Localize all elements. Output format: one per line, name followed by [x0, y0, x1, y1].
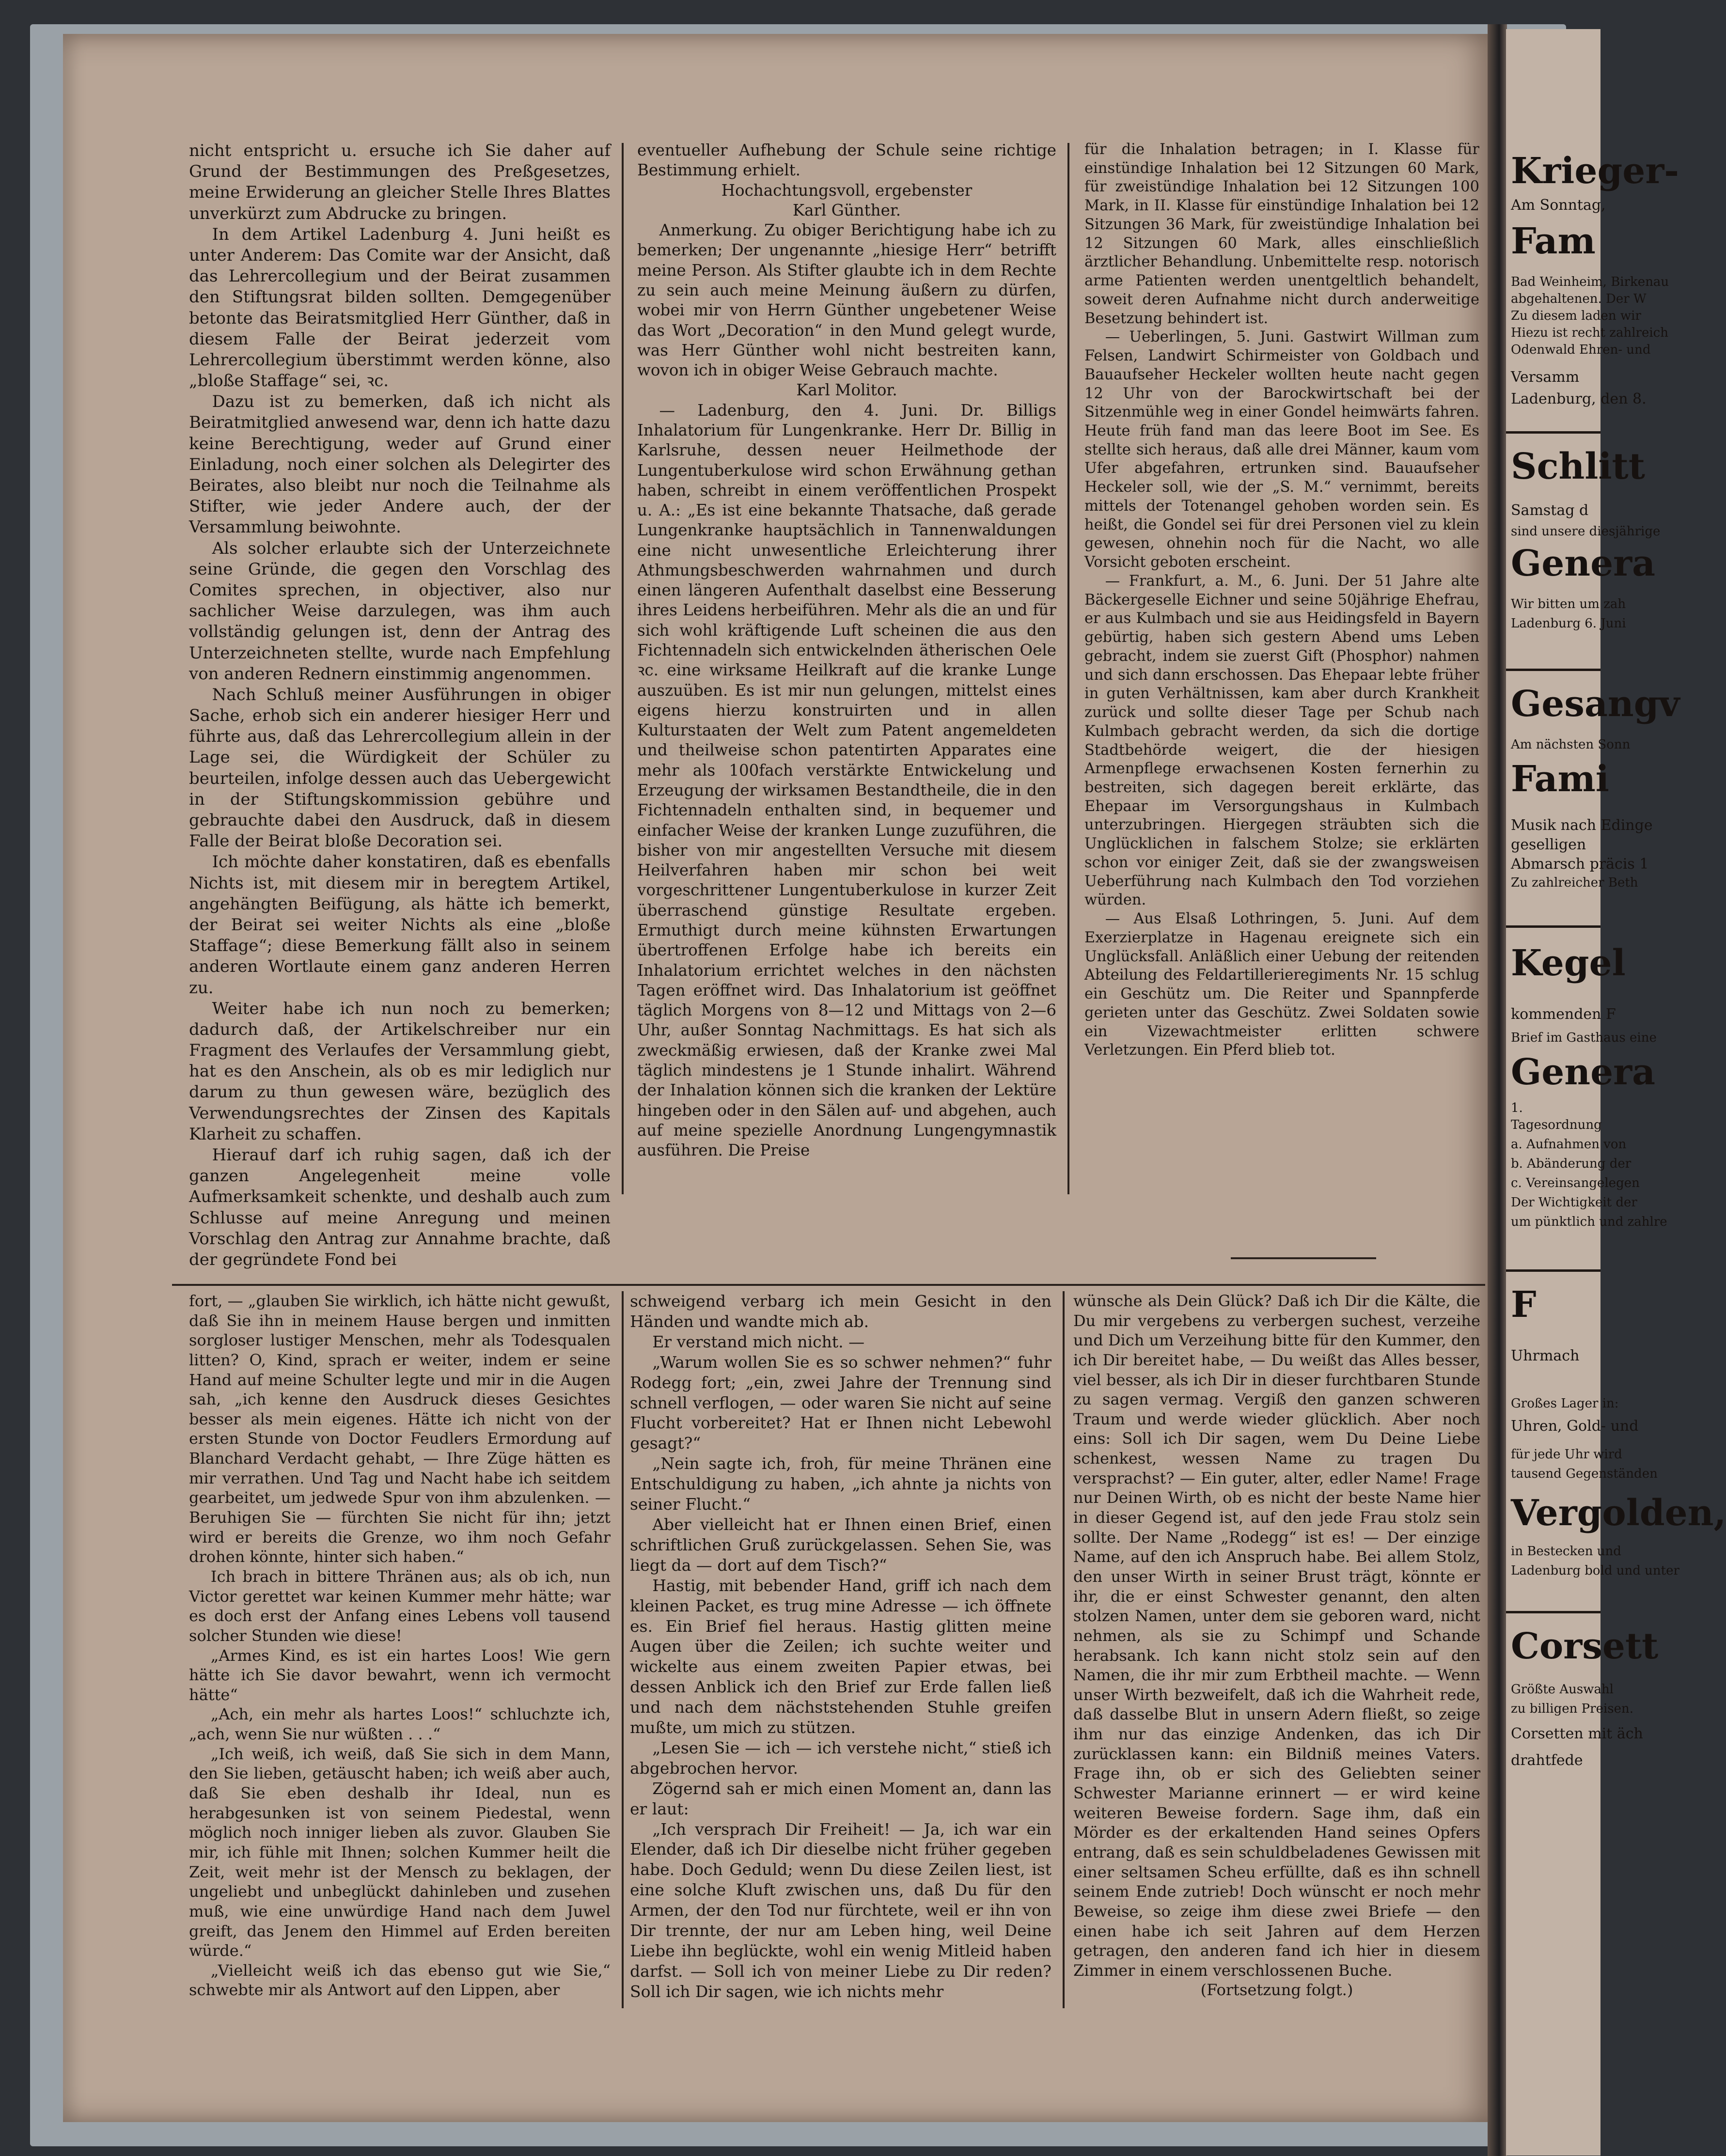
ad-box-border	[1506, 925, 1600, 928]
ad-box-border	[1506, 1269, 1600, 1272]
novel-text: Hastig, mit bebender Hand, griff ich nach dem kleinen Packet, es trug mine Adresse — ich öffnete es. Ein Brief fiel heraus. Hastig glitten meine Augen über die Zeilen; ich suchte weiter und wickelte aus einem zweiten Papier etwas, bei dessen Anblick ich den Brief zur Erde fallen ließ und nach dem nächststehenden Stuhle greifen mußte, um mich zu stützen.	[630, 1576, 1051, 1737]
article-text: — Ladenburg, den 4. Juni. Dr. Billigs Inhalatorium für Lungenkranke. Herr Dr. Billig in Karlsruhe, dessen neuer Heilmethode der Lungentuberkulose wird schon Erwähnung gethan haben, schreibt in einem veröffentlichen Prospekt u. A.: „Es ist eine bekannte Thatsache, daß gerade Lungenkranke hauptsächlich in Tannenwaldungen eine nicht unwesentliche Erleichterung ihrer Athmungsbeschwerden wahrnahmen und durch einen längeren Aufenthalt daselbst eine Besserung ihres Leidens herbeiführen. Mehr als die an und für sich wohl kräftigende Luft scheinen die aus den Fichtennadeln sich entwickelnden ätherischen Oele ꝛc. eine wirksame Heilkraft auf die kranke Lunge auszuüben. Es ist mir nun gelungen, mittelst eines eigens hierzu konstruirten und in allen Kulturstaaten der Welt zum Patent angemeldeten und theilweise schon patentirten Apparates eine mehr als 100fach verstärkte Entwickelung und Erzeugung der wirksamen Bestandtheile, die in den Fichtennadeln enthalten sind, in bequemer und einfacher Weise der kranken Lunge zuzuführen, die bisher von mir angestellten Versuche mit diesem Heilverfahren haben mir schon bei weit vorgeschrittener Lungentuberkulose in kurzer Zeit überraschend günstige Resultate ergeben. Ermuthigt durch meine kühnsten Erwartungen übertroffenen Erfolge habe ich bereits ein Inhalatorium errichtet welches in den nächsten Tagen eröffnet wird. Das Inhalatorium ist geöffnet täglich Morgens von 8—12 und Mittags von 2—6 Uhr, außer Sonntag Nachmittags. Es hat sich als zweckmäßig erwiesen, daß der Kranke zwei Mal täglich mindestens je 1 Stunde inhalirt. Während der Inhalation können sich die kranken der Lektüre hingeben oder in den Sälen auf- und abgehen, auch auf meine spezielle Anordnung Lungengymnastik ausführen. Die Preise	[637, 401, 1056, 1160]
ad-text: 1.	[1511, 1101, 1523, 1115]
article-text: Hierauf darf ich ruhig sagen, daß ich der ganzen Angelegenheit meine volle Aufmerksamkeit schenkte, und deshalb auch zum Schlusse auf meine Anregung und meinen Vorschlag den Antrag zur Annahme brachte, daß der gegründete Fond bei	[189, 1145, 611, 1269]
ad-heading: Fam	[1511, 220, 1596, 262]
column-rule	[1063, 1291, 1065, 2008]
ad-text: für jede Uhr wird	[1511, 1447, 1622, 1462]
ad-text: geselligen	[1511, 836, 1586, 853]
article-text: — Frankfurt, a. M., 6. Juni. Der 51 Jahre alte Bäckergeselle Eichner und seine 50jährige Ehefrau, er aus Kulmbach und sie aus Heidingsfeld in Bayern gebürtig, haben sich gestern Abend ums Leben gebracht, indem sie zuerst Gift (Phosphor) nahmen und sich dann erschossen. Das Ehepaar lebte früher in guten Verhältnissen, kam aber durch Krankheit zurück und sollte dieser Tage per Schub nach Kulmbach gebracht werden, da sich die dortige Stadtbehörde weigert, die der hiesigen Armenpflege erwachsenen Kosten fernerhin zu bestreiten, sich dagegen bereit erklärte, das Ehepaar im Versorgungshaus in Kulmbach unterzubringen. Hiergegen sträubten sich die Unglücklichen in falschem Stolze; sie erklärten schon vor einiger Zeit, daß sie der zwangsweisen Ueberführung nach Kulmbach den Tod vorziehen würden.	[1084, 572, 1479, 909]
novel-text: „Lesen Sie — ich — ich verstehe nicht,“ stieß ich abgebrochen hervor.	[630, 1738, 1051, 1778]
novel-text: Ich brach in bittere Thränen aus; als ob ich, nun Victor gerettet war keinen Kummer mehr hätte; war es doch erst der Anfang eines Lebens voll tausend solcher Stunden wie diese!	[189, 1567, 611, 1645]
ad-heading: Genera	[1511, 543, 1656, 584]
ad-heading: Fami	[1511, 758, 1609, 800]
feuilleton-column-1	[189, 1291, 611, 2000]
novel-text: „Ich weiß, ich weiß, daß Sie sich in dem Mann, den Sie lieben, getäuscht haben; ich weiß aber auch, daß Sie eben deshalb ihr Ideal, nun es herabgesunken ist von seinem Piedestal, wenn möglich noch inniger lieben als zuvor. Glauben Sie mir, ich fühle mit Ihnen; solchen Kummer heilt die Zeit, weit mehr ist der Mensch zu beklagen, der ungeliebt und unbeglückt dahinleben und zusehen muß, wie eine unwürdige Hand nach dem Juwel greift, das Jenem den Himmel auf Erden bereiten würde.“	[189, 1744, 611, 1960]
column-rule	[622, 143, 624, 1194]
ad-text: Abmarsch präcis 1	[1511, 856, 1649, 873]
article-text: — Ueberlingen, 5. Juni. Gastwirt Willman zum Felsen, Landwirt Schirmeister von Goldbach und Bauaufseher Heckeler wollten heute nacht gegen 12 Uhr von der Barockwirtschaft bei der Sitzenmühle weg in einer Gondel heimwärts fahren. Heute früh fand man das leere Boot im See. Es stellte sich heraus, daß alle drei Männer, kaum vom Ufer abgefahren, ertrunken sind. Bauaufseher Heckeler soll, wie der „S. M.“ vernimmt, bereits mittels der Totenangel gehoben worden sein. Es heißt, die Gondel sei für drei Personen viel zu klein gewesen, ohnehin noch für die Nacht, wo alle Vorsicht geboten erscheint.	[1084, 328, 1479, 571]
ad-heading: Schlitt	[1511, 446, 1645, 487]
ad-text: Tagesordnung	[1511, 1118, 1602, 1132]
ad-text: Zu diesem laden wir	[1511, 309, 1641, 323]
novel-text: wünsche als Dein Glück? Daß ich Dir die Kälte, die Du mir vergebens zu verbergen suchest, verzeihe und Dich um Verzeihung bitte für den Kummer, den ich Dir bereitet habe, — Du weißt das Alles besser, viel besser, als ich Dir in dieser furchtbaren Stunde zu sagen vermag. Vergiß den ganzen schweren Traum und werde wieder glücklich. Aber noch eins: Soll ich Dir sagen, wem Du Deine Liebe schenkest, wessen Name zu tragen Du versprachst? — Ein guter, alter, edler Name! Frage nur Deinen Wirth, ob es nicht der beste Name hier in dieser Gegend ist, auf den jede Frau stolz sein sollte. Der Name „Rodegg“ ist es! — Der einzige Name, auf den ich Anspruch habe. Bei allem Stolz, den unser Wirth in seiner Brust trägt, könnte er ihr, die er einst Schwester genannt, den alten stolzen Namen, unter dem sie geboren ward, nicht nehmen, als sie zu Schimpf und Schande herabsank. Ich kann nicht stolz sein auf den Namen, die ihr mir zum Erbtheil machte. — Wenn unser Wirth bezweifelt, daß ich die Wahrheit rede, daß dasselbe Blut in unsern Adern fließt, so zeige ihm nur das einzige Andenken, das ich Dir zurücklassen kann: ein Bildniß meines Vaters. Frage ihn, ob er sich des Geliebten seiner Schwester Marianne erinnert — er wird keine weiteren Beweise fordern. Sage ihm, daß ein Mörder es der erkaltenden Hand seines Opfers entrang, daß es sein schuldbeladenes Gewissen mit einer seltsamen Scheu erfüllte, daß es ihn schnell seinem Ende zutrieb! Doch wünscht er noch mehr Beweise, so zeige ihm diese zwei Briefe — den einen habe ich seit Jahren auf dem Herzen getragen, den anderen fand ich hier in diesem Zimmer in einem verschlossenen Buche.	[1073, 1292, 1480, 1980]
ad-heading: Corsett	[1511, 1625, 1659, 1667]
novel-text: „Nein sagte ich, froh, für meine Thränen eine Entschuldigung zu haben, „ich ahnte ja nichts von seiner Flucht.“	[630, 1454, 1051, 1514]
novel-text: „Warum wollen Sie es so schwer nehmen?“ fuhr Rodegg fort; „ein, zwei Jahre der Trennung sind schnell verflogen, — oder waren Sie nicht auf seine Flucht vorbereitet? Hat er Ihnen nicht Lebewohl gesagt?“	[630, 1352, 1051, 1453]
ad-text: Größte Auswahl	[1511, 1682, 1614, 1697]
article-text: — Aus Elsaß Lothringen, 5. Juni. Auf dem Exerzierplatze in Hagenau ereignete sich ein Unglücksfall. Anläßlich einer Uebung der reitenden Abteilung des Feldartillerieregiments Nr. 15 schlug ein Geschütz um. Die Reiter und Spannpferde gerieten unter das Geschütz. Zwei Soldaten sowie ein Vizewachtmeister erlitten schwere Verletzungen. Ein Pferd blieb tot.	[1084, 910, 1479, 1059]
ad-text: kommenden F	[1511, 1006, 1616, 1023]
ad-heading: F	[1511, 1284, 1537, 1326]
column-rule	[1067, 143, 1069, 1194]
ad-heading: Gesangv	[1511, 683, 1680, 725]
book-gutter	[1488, 24, 1507, 2156]
ad-text: sind unsere diesjährige	[1511, 524, 1661, 539]
novel-text: Zögernd sah er mich einen Moment an, dann las er laut:	[630, 1779, 1051, 1818]
article-text: Ich möchte daher konstatiren, daß es ebenfalls Nichts ist, mit diesem mir in beregtem Artikel, angehängten Beifügung, als hätte ich bemerkt, der Beirat sei weiter Nichts als eine „bloße Staffage“; diese Bemerkung fällt also in seinem anderen Wortlaute einem ganz anderen Herren zu.	[189, 852, 611, 998]
note-signature: Karl Molitor.	[796, 381, 897, 400]
ad-text: zu billigen Preisen.	[1511, 1702, 1634, 1716]
ad-text: Am nächsten Sonn	[1511, 737, 1631, 752]
ad-box-border	[1506, 1611, 1600, 1613]
ad-text: tausend Gegenständen	[1511, 1467, 1658, 1481]
continuation-note: (Fortsetzung folgt.)	[1200, 1981, 1353, 2000]
ad-text: Uhrmach	[1511, 1347, 1580, 1364]
novel-text: „Ich versprach Dir Freiheit! — Ja, ich war ein Elender, daß ich Dir dieselbe nicht früher gegeben habe. Doch Geduld; wenn Du diese Zeilen liest, ist eine solche Kluft zwischen uns, daß Du für den Armen, der den Tod nur fürchtete, weil er ihn von Dir trennte, der nur am Leben hing, weil Deine Liebe ihn beglückte, wohl ein wenig Mitleid haben darfst. — Soll ich von meiner Liebe zu Dir reden? Soll ich Dir sagen, wie ich nichts mehr	[630, 1819, 1051, 2001]
article-text: Als solcher erlaubte sich der Unterzeichnete seine Gründe, die gegen den Vorschlag des Comites sprechen, in objectiver, also nur sachlicher Weise darzulegen, was ihm auch vollständig gelungen ist, denn der Antrag des Unterzeichneten stellte, wurde nach Empfehlung von anderen Rednern einstimmig angenommen.	[189, 538, 611, 684]
ad-text: Versamm	[1511, 369, 1580, 386]
column-rule	[622, 1291, 624, 2008]
ad-text: Odenwald Ehren- und	[1511, 343, 1651, 357]
article-text: Nach Schluß meiner Ausführungen in obiger Sache, erhob sich ein anderer hiesiger Herr und führte aus, daß das Lehrercollegium allein in der Lage sei, die Würdigkeit der Schüler zu beurteilen, infolge dessen auch das Uebergewicht in der Stiftungskommission gebühre und gebrauchte dabei den Ausdruck, daß in diesem Falle der Beirat bloße Decoration sei.	[189, 685, 611, 851]
ad-text: Samstag d	[1511, 502, 1589, 519]
article-text: Dazu ist zu bemerken, daß ich nicht als Beiratmitglied anwesend war, denn ich hatte dazu keine Berechtigung, weder auf Grund einer Einladung, noch einer solchen als Delegirter des Beirates, also bleibt nur noch die Teilnahme als Stifter, wie jeder Andere auch, der der Versammlung beiwohnte.	[189, 392, 611, 537]
novel-text: schweigend verbarg ich mein Gesicht in den Händen und wandte mich ab.	[630, 1292, 1051, 1331]
ad-text: Großes Lager in:	[1511, 1396, 1619, 1411]
ad-text: Ladenburg bold und unter	[1511, 1563, 1679, 1578]
novel-text: „Vielleicht weiß ich das ebenso gut wie Sie,“ schwebte mir als Antwort auf den Lippen, aber	[189, 1961, 611, 2000]
feuilleton-column-2	[630, 1291, 1051, 2002]
ad-text: Am Sonntag,	[1511, 197, 1606, 214]
editor-note: Anmerkung. Zu obiger Berichtigung habe ich zu bemerken; Der ungenannte „hiesige Herr“ betrifft meine Person. Als Stifter glaubte ich in dem Rechte zu sein auch meine Meinung äußern zu dürfen, wobei mir von Herrn Günther ungebetener Weise das Wort „Decoration“ in den Mund gelegt wurde, was Herr Günther wohl nicht bestreiten kann, wovon ich in obiger Weise Gebrauch machte.	[637, 221, 1056, 380]
ad-heading: Vergolden,	[1511, 1492, 1726, 1534]
article-text: eventueller Aufhebung der Schule seine richtige Bestimmung erhielt.	[637, 141, 1056, 180]
ad-text: Wir bitten um zah	[1511, 597, 1626, 611]
ad-text: in Bestecken und	[1511, 1544, 1621, 1559]
ad-text: Corsetten mit äch	[1511, 1725, 1643, 1742]
article-text: nicht entspricht u. ersuche ich Sie daher auf Grund der Bestimmungen des Preßgesetzes, meine Erwiderung an gleicher Stelle Ihres Blattes unverkürzt zum Abdrucke zu bringen.	[189, 141, 611, 223]
novel-text: „Armes Kind, es ist ein hartes Loos! Wie gern hätte ich Sie davor bewahrt, wenn ich vermocht hätte“	[189, 1646, 611, 1704]
ad-text: Ladenburg 6. Juni	[1511, 616, 1626, 631]
article-text: für die Inhalation betragen; in I. Klasse für einstündige Inhalation bei 12 Sitzungen 60 Mark, für zweistündige Inhalation bei 12 Sitzungen 100 Mark, in II. Klasse für einstündige Inhalation bei 12 Sitzungen 36 Mark, für zweistündige Inhalation bei 12 Sitzungen 60 Mark, alles einschließlich ärztlicher Behandlung. Unbemittelte resp. notorisch arme Patienten werden unentgeltlich behandelt, soweit deren Aufnahme nicht durch anderweitige Besetzung behindert ist.	[1084, 141, 1479, 327]
ad-text: Hiezu ist recht zahlreich	[1511, 326, 1668, 340]
feuilleton-separator	[172, 1284, 1485, 1286]
facing-page	[1506, 29, 1726, 2156]
article-text: In dem Artikel Ladenburg 4. Juni heißt es unter Anderem: Das Comite war der Ansicht, daß das Lehrercollegium und der Beirat zusammen den Stiftungsrat bilden sollten. Demgegenüber betonte das Beiratsmitglied Herr Günther, daß in diesem Falle der Beirat jederzeit vom Lehrercollegium überstimmt werden könne, also „bloße Staffage“ sei, ꝛc.	[189, 224, 611, 391]
ad-text: Ladenburg, den 8.	[1511, 391, 1647, 407]
ad-text: abgehaltenen. Der W	[1511, 292, 1647, 306]
section-end-rule	[1231, 1257, 1376, 1259]
feuilleton-column-3	[1073, 1291, 1480, 2000]
ad-text: b. Abänderung der	[1511, 1156, 1632, 1171]
novel-text: „Ach, ein mehr als hartes Loos!“ schluchzte ich, „ach, wenn Sie nur wüßten . . .“	[189, 1705, 611, 1744]
letter-closing: Hochachtungsvoll, ergebenster	[721, 181, 973, 200]
article-text: Weiter habe ich nun noch zu bemerken; dadurch daß, der Artikelschreiber nur ein Fragment des Verlaufes der Versammlung giebt, hat es den Anschein, als ob es mir lediglich nur darum zu thun gewesen wäre, bezüglich des Verwendungsrechtes der Zinsen des Kapitals Klarheit zu schaffen.	[189, 999, 611, 1144]
article-column-1	[189, 141, 611, 1270]
letter-signature: Karl Günther.	[792, 201, 901, 219]
article-column-2	[637, 141, 1056, 1160]
ad-text: Musik nach Edinge	[1511, 817, 1653, 834]
ad-heading: Kegel	[1511, 942, 1626, 984]
ad-text: Brief im Gasthaus eine	[1511, 1031, 1657, 1045]
ad-heading: Genera	[1511, 1051, 1656, 1093]
novel-text: Er verstand mich nicht. —	[652, 1332, 865, 1351]
ad-text: c. Vereinsangelegen	[1511, 1176, 1640, 1190]
novel-text: fort, — „glauben Sie wirklich, ich hätte nicht gewußt, daß Sie ihn in meinem Hause bergen und inmitten sorgloser lustiger Menschen, mehr als Todesqualen litten? O, Kind, sprach er weiter, indem er seine Hand auf meine Schulter legte und mir in die Augen sah, „ich kenne den Ausdruck dieses Gesichtes besser als mein eigenes. Hätte ich nicht von der ersten Stunde von Doctor Feudlers Ermordung auf Blanchard Verdacht gehabt, — Ihre Züge hätten es mir verrathen. Und Tag und Nacht habe ich seitdem gearbeitet, um jedwede Spur von ihm abzulenken. — Beruhigen Sie — fürchten Sie nicht für ihn; jetzt wird er bereits die Grenze, wo ihm noch Gefahr drohen könnte, hinter sich haben.“	[189, 1292, 611, 1566]
ad-heading: Krieger-	[1511, 150, 1679, 192]
ad-text: Der Wichtigkeit der	[1511, 1195, 1637, 1210]
ad-text: um pünktlich und zahlre	[1511, 1215, 1667, 1229]
ad-text: Bad Weinheim, Birkenau	[1511, 275, 1669, 289]
ad-text: Zu zahlreicher Beth	[1511, 875, 1638, 890]
ad-box-border	[1506, 669, 1600, 671]
novel-text: Aber vielleicht hat er Ihnen einen Brief, einen schriftlichen Gruß zurückgelassen. Sehen Sie, was liegt da — dort auf dem Tisch?“	[630, 1515, 1051, 1575]
ad-box-border	[1506, 431, 1600, 434]
ad-text: Uhren, Gold- und	[1511, 1418, 1639, 1435]
ad-text: a. Aufnahmen von	[1511, 1137, 1627, 1152]
article-column-3	[1084, 141, 1479, 1060]
ad-text: drahtfede	[1511, 1752, 1583, 1769]
